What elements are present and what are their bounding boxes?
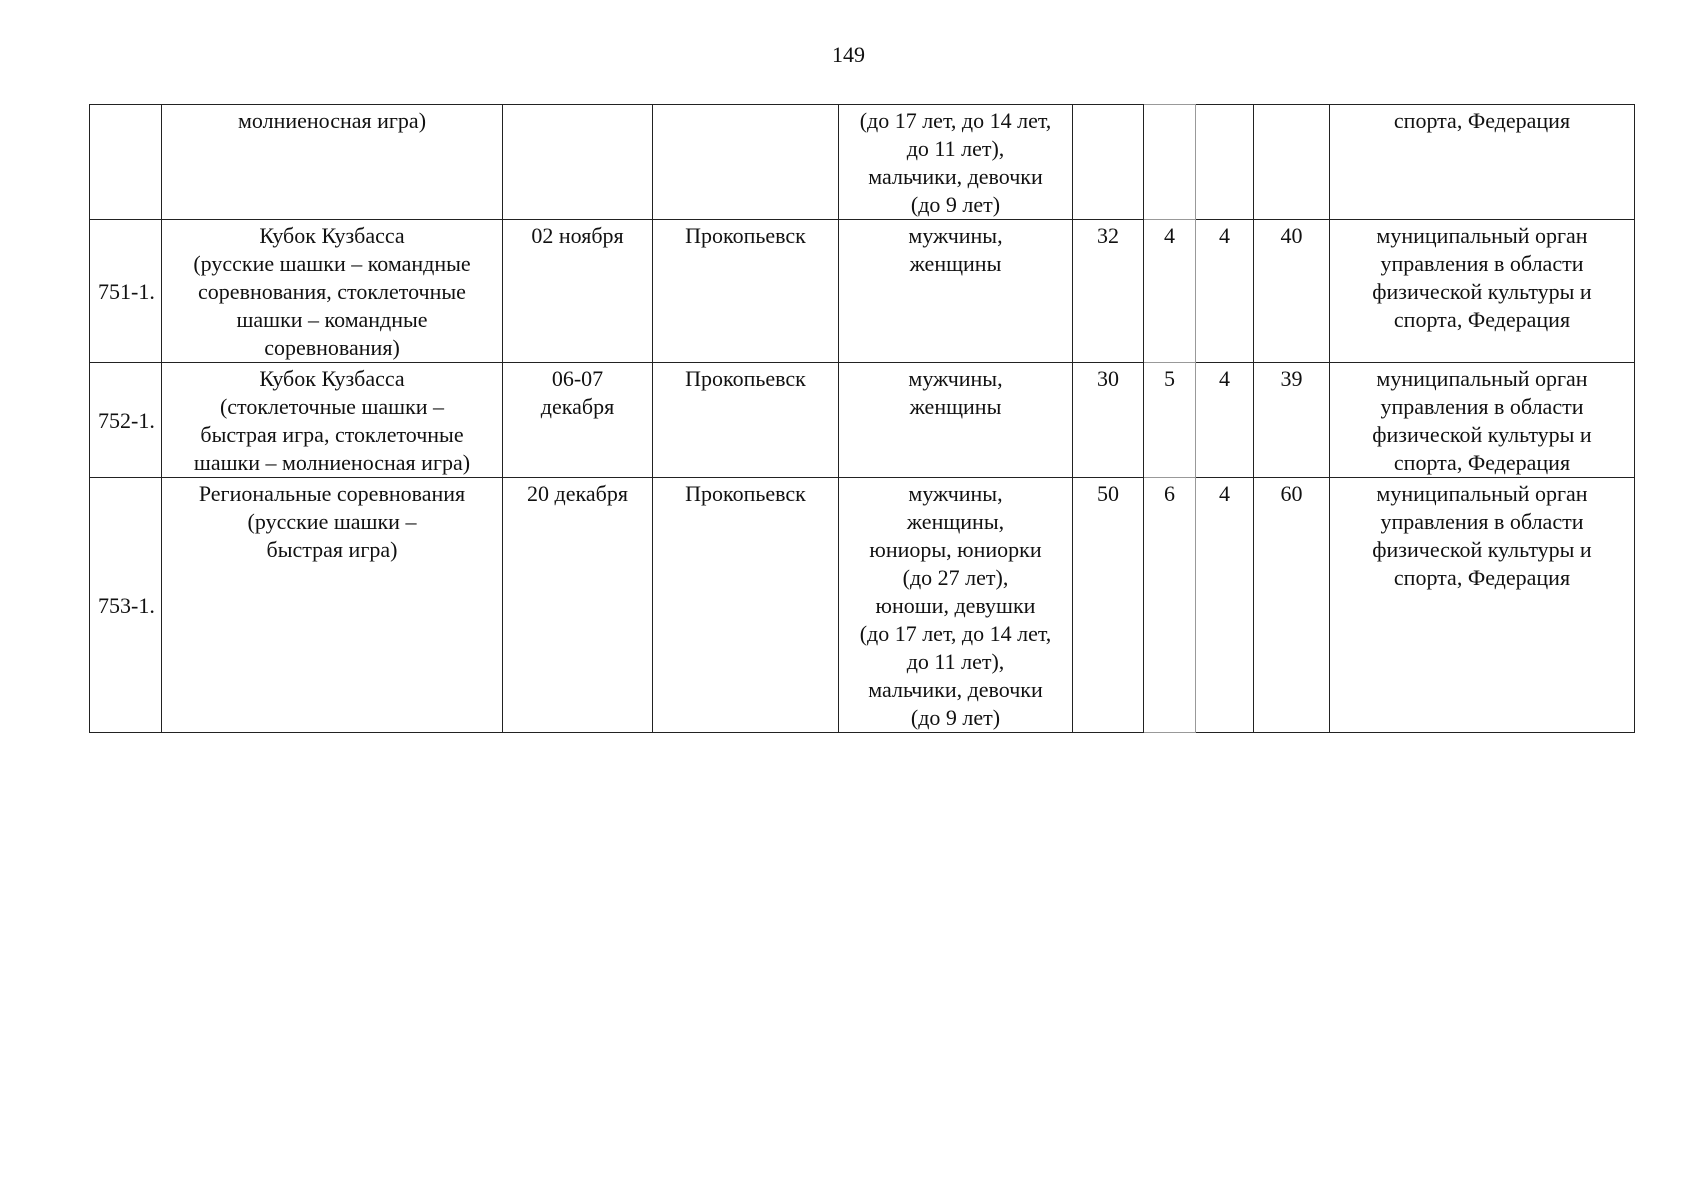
event-place-line: Прокопьевск (685, 481, 806, 506)
organizer-line: физической культуры и (1372, 537, 1592, 562)
count-col-3-cell (1196, 105, 1254, 220)
organizer-cell (1330, 478, 1635, 733)
participants-line: мужчины, (908, 481, 1003, 506)
count-col-3-cell: 4 (1196, 363, 1254, 478)
organizer-line: спорта, Федерация (1393, 108, 1571, 133)
count-col-2-cell (1144, 105, 1196, 220)
count-col-4-cell: 39 (1254, 363, 1330, 478)
event-name-line: быстрая игра, стоклеточные (200, 422, 464, 447)
count-col-1-cell: 32 (1073, 220, 1144, 363)
row-number-cell: 751-1. (90, 220, 162, 363)
table-row (90, 478, 1635, 733)
participants-cell (839, 220, 1073, 363)
participants-line: (до 17 лет, до 14 лет, (859, 621, 1052, 646)
event-date-cell (503, 220, 653, 363)
event-name-line: (русские шашки – командные (193, 251, 471, 276)
organizer-line: спорта, Федерация (1393, 450, 1571, 475)
participants-cell (839, 105, 1073, 220)
organizer-line: управления в области (1380, 394, 1584, 419)
participants-line: до 11 лет), (906, 649, 1005, 674)
event-name-line: Кубок Кузбасса (259, 366, 405, 391)
organizer-line: муниципальный орган (1376, 366, 1588, 391)
event-name-line: соревнования) (264, 335, 400, 360)
organizer-line: физической культуры и (1372, 422, 1592, 447)
event-name-line: (стоклеточные шашки – (219, 394, 445, 419)
participants-line: (до 17 лет, до 14 лет, (859, 108, 1052, 133)
event-place-line: Прокопьевск (685, 366, 806, 391)
participants-line: юниоры, юниорки (869, 537, 1042, 562)
page-number: 149 (832, 42, 865, 67)
event-name-cell (162, 105, 503, 220)
event-date-cell (503, 478, 653, 733)
organizer-cell (1330, 220, 1635, 363)
event-name-line: (русские шашки – (247, 509, 417, 534)
event-name-line: Региональные соревнования (198, 481, 466, 506)
row-number-cell (90, 105, 162, 220)
event-name-line: шашки – командные (236, 307, 428, 332)
event-name-line: соревнования, стоклеточные (198, 279, 466, 304)
count-col-3-cell: 4 (1196, 478, 1254, 733)
count-col-3-cell: 4 (1196, 220, 1254, 363)
table-row (90, 105, 1635, 220)
organizer-line: управления в области (1380, 509, 1584, 534)
event-date-line: 20 декабря (527, 481, 628, 506)
participants-line: (до 27 лет), (902, 565, 1009, 590)
event-place-line: Прокопьевск (685, 223, 806, 248)
row-number-cell: 752-1. (90, 363, 162, 478)
event-name-line: быстрая игра) (266, 537, 398, 562)
count-col-4-cell: 40 (1254, 220, 1330, 363)
event-place-cell (653, 363, 839, 478)
organizer-line: спорта, Федерация (1393, 565, 1571, 590)
count-col-1-cell: 50 (1073, 478, 1144, 733)
participants-line: мальчики, девочки (868, 677, 1043, 702)
organizer-line: муниципальный орган (1376, 223, 1588, 248)
count-col-4-cell (1254, 105, 1330, 220)
event-place-cell (653, 478, 839, 733)
table-body (90, 105, 1635, 733)
event-name-cell (162, 363, 503, 478)
event-date-cell (503, 363, 653, 478)
organizer-cell (1330, 105, 1635, 220)
count-col-1-cell: 30 (1073, 363, 1144, 478)
participants-line: мальчики, девочки (868, 164, 1043, 189)
row-number-cell: 753-1. (90, 478, 162, 733)
organizer-line: физической культуры и (1372, 279, 1592, 304)
event-date-line: декабря (540, 394, 615, 419)
table-row (90, 363, 1635, 478)
event-date-line: 06-07 (551, 366, 604, 391)
event-date-cell (503, 105, 653, 220)
event-name-cell (162, 478, 503, 733)
participants-line: (до 9 лет) (910, 705, 1001, 730)
participants-line: мужчины, (908, 366, 1003, 391)
participants-line: мужчины, (908, 223, 1003, 248)
participants-cell (839, 478, 1073, 733)
participants-line: женщины (909, 394, 1002, 419)
event-name-line: молниеносная игра) (237, 108, 427, 133)
organizer-cell (1330, 363, 1635, 478)
organizer-line: управления в области (1380, 251, 1584, 276)
count-col-4-cell: 60 (1254, 478, 1330, 733)
count-col-2-cell: 4 (1144, 220, 1196, 363)
event-name-line: Кубок Кузбасса (259, 223, 405, 248)
participants-line: (до 9 лет) (910, 192, 1001, 217)
count-col-1-cell (1073, 105, 1144, 220)
participants-line: до 11 лет), (906, 136, 1005, 161)
count-col-2-cell: 6 (1144, 478, 1196, 733)
competition-table (89, 104, 1635, 733)
participants-line: женщины, (906, 509, 1005, 534)
participants-line: женщины (909, 251, 1002, 276)
event-name-cell (162, 220, 503, 363)
participants-cell (839, 363, 1073, 478)
event-place-cell (653, 105, 839, 220)
event-name-line: шашки – молниеносная игра) (193, 450, 471, 475)
organizer-line: спорта, Федерация (1393, 307, 1571, 332)
table-row (90, 220, 1635, 363)
event-date-line: 02 ноября (531, 223, 624, 248)
participants-line: юноши, девушки (875, 593, 1036, 618)
event-place-cell (653, 220, 839, 363)
count-col-2-cell: 5 (1144, 363, 1196, 478)
organizer-line: муниципальный орган (1376, 481, 1588, 506)
